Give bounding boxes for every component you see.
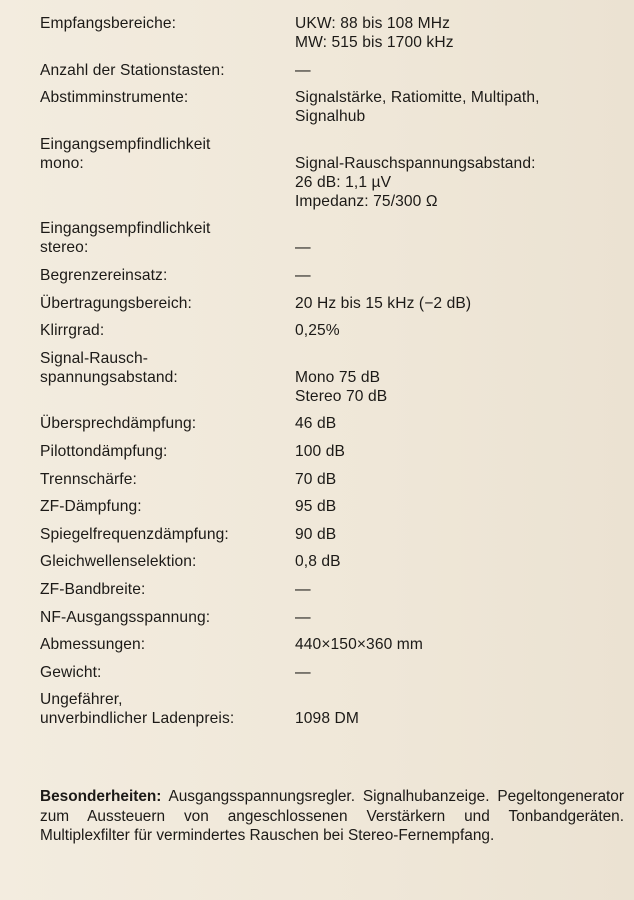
spec-table: [40, 14, 630, 737]
spec-row: [40, 525, 630, 544]
spec-label: Übersprechdämpfung:: [40, 415, 197, 433]
notes-paragraph: [40, 787, 624, 846]
spec-value: —: [295, 663, 311, 681]
spec-value: 90 dB: [295, 525, 337, 543]
spec-label: ZF-Bandbreite:: [40, 580, 146, 598]
spec-value: 20 Hz bis 15 kHz (−2 dB): [295, 294, 472, 312]
spec-value: 0,25%: [295, 322, 340, 340]
spec-label: Signal-Rausch- spannungsabstand:: [40, 349, 178, 386]
spec-value: UKW: 88 bis 108 MHz MW: 515 bis 1700 kHz: [295, 15, 454, 51]
spec-label: Abmessungen:: [40, 636, 146, 654]
spec-label: Eingangsempfindlichkeit stereo:: [40, 220, 211, 257]
spec-value: —: [295, 580, 311, 598]
spec-label: ZF-Dämpfung:: [40, 498, 142, 516]
spec-label: Trennschärfe:: [40, 470, 137, 488]
spec-row: [40, 219, 630, 257]
notes-text: Ausgangsspannungsregler. Signalhubanzeige. Pegeltongenerator zum Aussteuern von angeschlossenen Verstärkern und Tonbandgeräten. Multiplexfilter für vermindertes Rauschen bei Stereo-Fernempfang.: [40, 788, 624, 845]
spec-row: [40, 266, 630, 285]
spec-row: [40, 580, 630, 599]
spec-value: 1098 DM: [295, 710, 359, 728]
spec-value: Mono 75 dB Stereo 70 dB: [295, 368, 388, 405]
spec-label: Gleichwellenselektion:: [40, 553, 197, 571]
spec-value: 95 dB: [295, 498, 337, 516]
spec-value: 0,8 dB: [295, 553, 341, 571]
spec-row: [40, 663, 630, 682]
spec-label: Ungefährer, unverbindlicher Ladenpreis:: [40, 691, 235, 728]
spec-value: Signalstärke, Ratiomitte, Multipath, Signalhub: [295, 89, 540, 126]
spec-label: Abstimminstrumente:: [40, 89, 189, 107]
spec-row: [40, 690, 630, 728]
spec-row: [40, 414, 630, 433]
spec-label: Anzahl der Stationstasten:: [40, 61, 225, 79]
spec-value: —: [295, 608, 311, 626]
spec-row: [40, 608, 630, 627]
spec-label: Empfangsbereiche:: [40, 15, 177, 32]
spec-row: [40, 14, 630, 52]
spec-label: Übertragungsbereich:: [40, 294, 192, 312]
spec-row: [40, 635, 630, 654]
spec-row: [40, 61, 630, 80]
spec-row: [40, 294, 630, 313]
spec-label: Pilottondämpfung:: [40, 442, 168, 460]
spec-value: —: [295, 266, 311, 284]
spec-value: —: [295, 61, 311, 79]
spec-row: [40, 442, 630, 461]
spec-row: [40, 349, 630, 406]
spec-label: Gewicht:: [40, 663, 102, 681]
spec-row: [40, 552, 630, 571]
spec-row: [40, 88, 630, 126]
spec-label: Klirrgrad:: [40, 322, 105, 340]
spec-value: 440×150×360 mm: [295, 636, 423, 654]
spec-value: 46 dB: [295, 415, 337, 433]
spec-label: Eingangsempfindlichkeit mono:: [40, 135, 211, 172]
spec-value: Signal-Rauschspannungsabstand: 26 dB: 1,1 µV Impedanz: 75/300 Ω: [295, 154, 536, 210]
notes-heading: Besonderheiten:: [40, 788, 162, 805]
spec-label: NF-Ausgangsspannung:: [40, 608, 211, 626]
spec-row: [40, 135, 630, 211]
spec-value: —: [295, 239, 311, 257]
spec-label: Spiegelfrequenzdämpfung:: [40, 525, 229, 543]
spec-value: 100 dB: [295, 442, 346, 460]
spec-value: 70 dB: [295, 470, 337, 488]
spec-row: [40, 497, 630, 516]
spec-row: [40, 470, 630, 489]
spec-label: Begrenzereinsatz:: [40, 266, 168, 284]
spec-row: [40, 321, 630, 340]
